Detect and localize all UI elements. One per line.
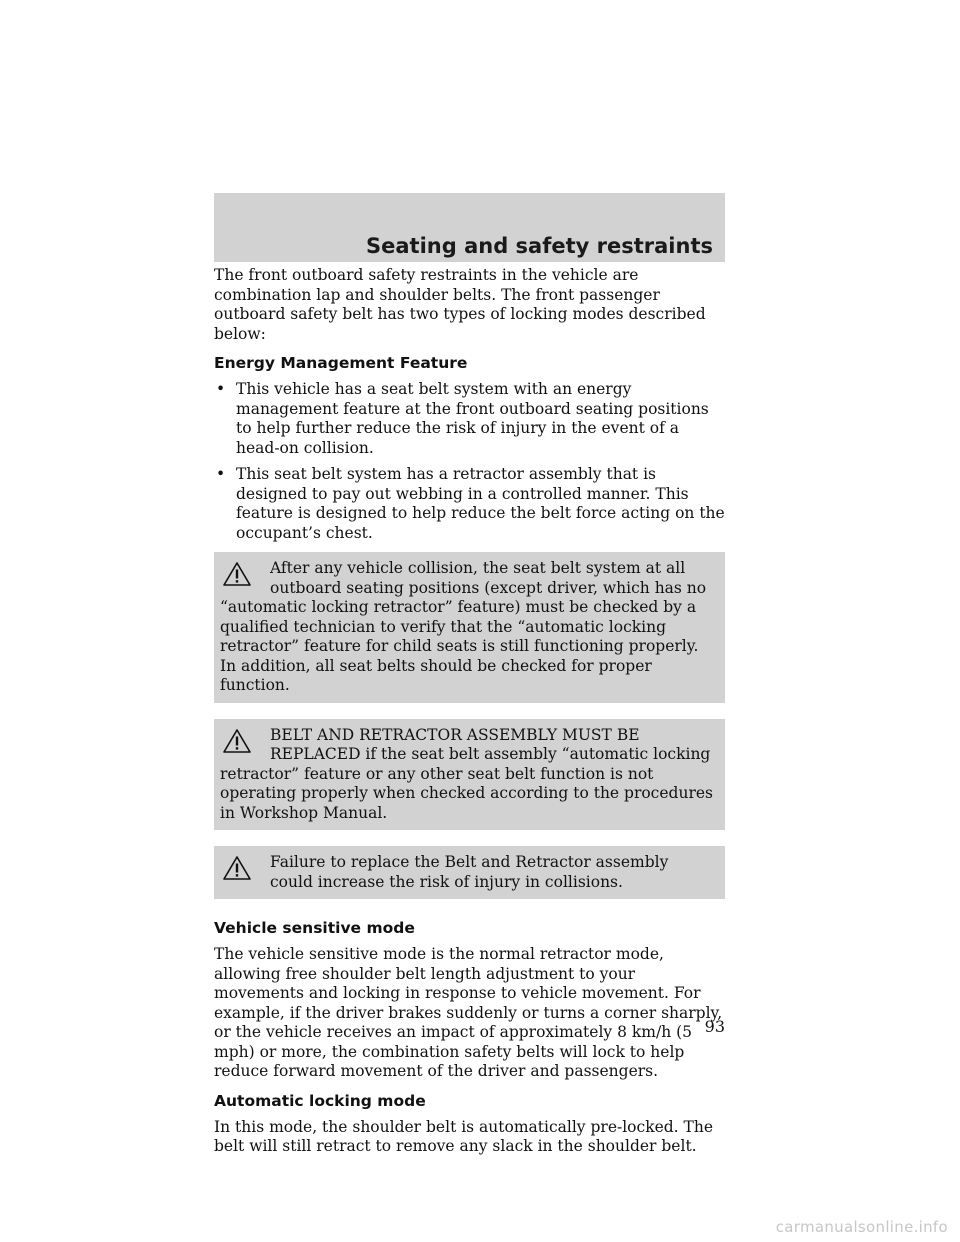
energy-management-list [214,380,725,543]
list-item-text: This vehicle has a seat belt system with an energy management feature at the front outboard seating positions to help further reduce the risk of injury in the event of a head-on collision. [236,380,709,457]
watermark: carmanualsonline.info [775,1218,948,1236]
warning-text: After any vehicle collision, the seat belt system at all outboard seating positions (except driver, which has no “automatic locking retractor” feature) must be checked by a qualified technician to verify that the “automatic locking retractor” feature for child seats is still functioning properly. In addition, all seat belts should be checked for proper function. [220,559,707,694]
intro-paragraph: The front outboard safety restraints in the vehicle are combination lap and shoulder belts. The front passenger outboard safety belt has two types of locking modes described below: [214,266,706,343]
warning-box [214,552,725,703]
list-item [214,380,725,458]
bullet-marker: • [216,465,226,483]
automatic-locking-paragraph: In this mode, the shoulder belt is automatically pre-locked. The belt will still retract to remove any slack in the shoulder belt. [214,1117,714,1155]
warning-triangle-icon [222,855,252,881]
header-band [214,193,725,262]
vehicle-sensitive-heading: Vehicle sensitive mode [214,919,415,937]
list-item [214,465,725,543]
energy-management-heading: Energy Management Feature [214,354,468,372]
vehicle-sensitive-paragraph: The vehicle sensitive mode is the normal retractor mode, allowing free shoulder belt length adjustment to your movements and locking in response to vehicle movement. For example, if the driver brakes suddenly or turns a corner sharply, or the vehicle receives an impact of approximately 8 km/h (5 mph) or more, the combination safety belts will lock to help reduce forward movement of the driver and passengers. [214,945,723,1080]
warning-box [214,719,725,831]
warning-text: Failure to replace the Belt and Retractor assembly could increase the risk of injury in collisions. [270,853,669,891]
warning-triangle-icon [222,728,252,754]
page-number: 93 [704,1017,725,1036]
page-content [214,266,725,1157]
warning-triangle-icon [222,561,252,587]
bullet-marker: • [216,380,226,398]
page-title: Seating and safety restraints [366,234,713,258]
warning-box [214,846,725,899]
warning-text: BELT AND RETRACTOR ASSEMBLY MUST BE REPLACED if the seat belt assembly “automatic locking retractor” feature or any other seat belt function is not operating properly when checked according to the procedures in Workshop Manual. [220,725,713,822]
automatic-locking-heading: Automatic locking mode [214,1091,426,1110]
list-item-text: This seat belt system has a retractor assembly that is designed to pay out webbing in a controlled manner. This feature is designed to help reduce the belt force acting on the occupant’s chest. [236,465,725,542]
